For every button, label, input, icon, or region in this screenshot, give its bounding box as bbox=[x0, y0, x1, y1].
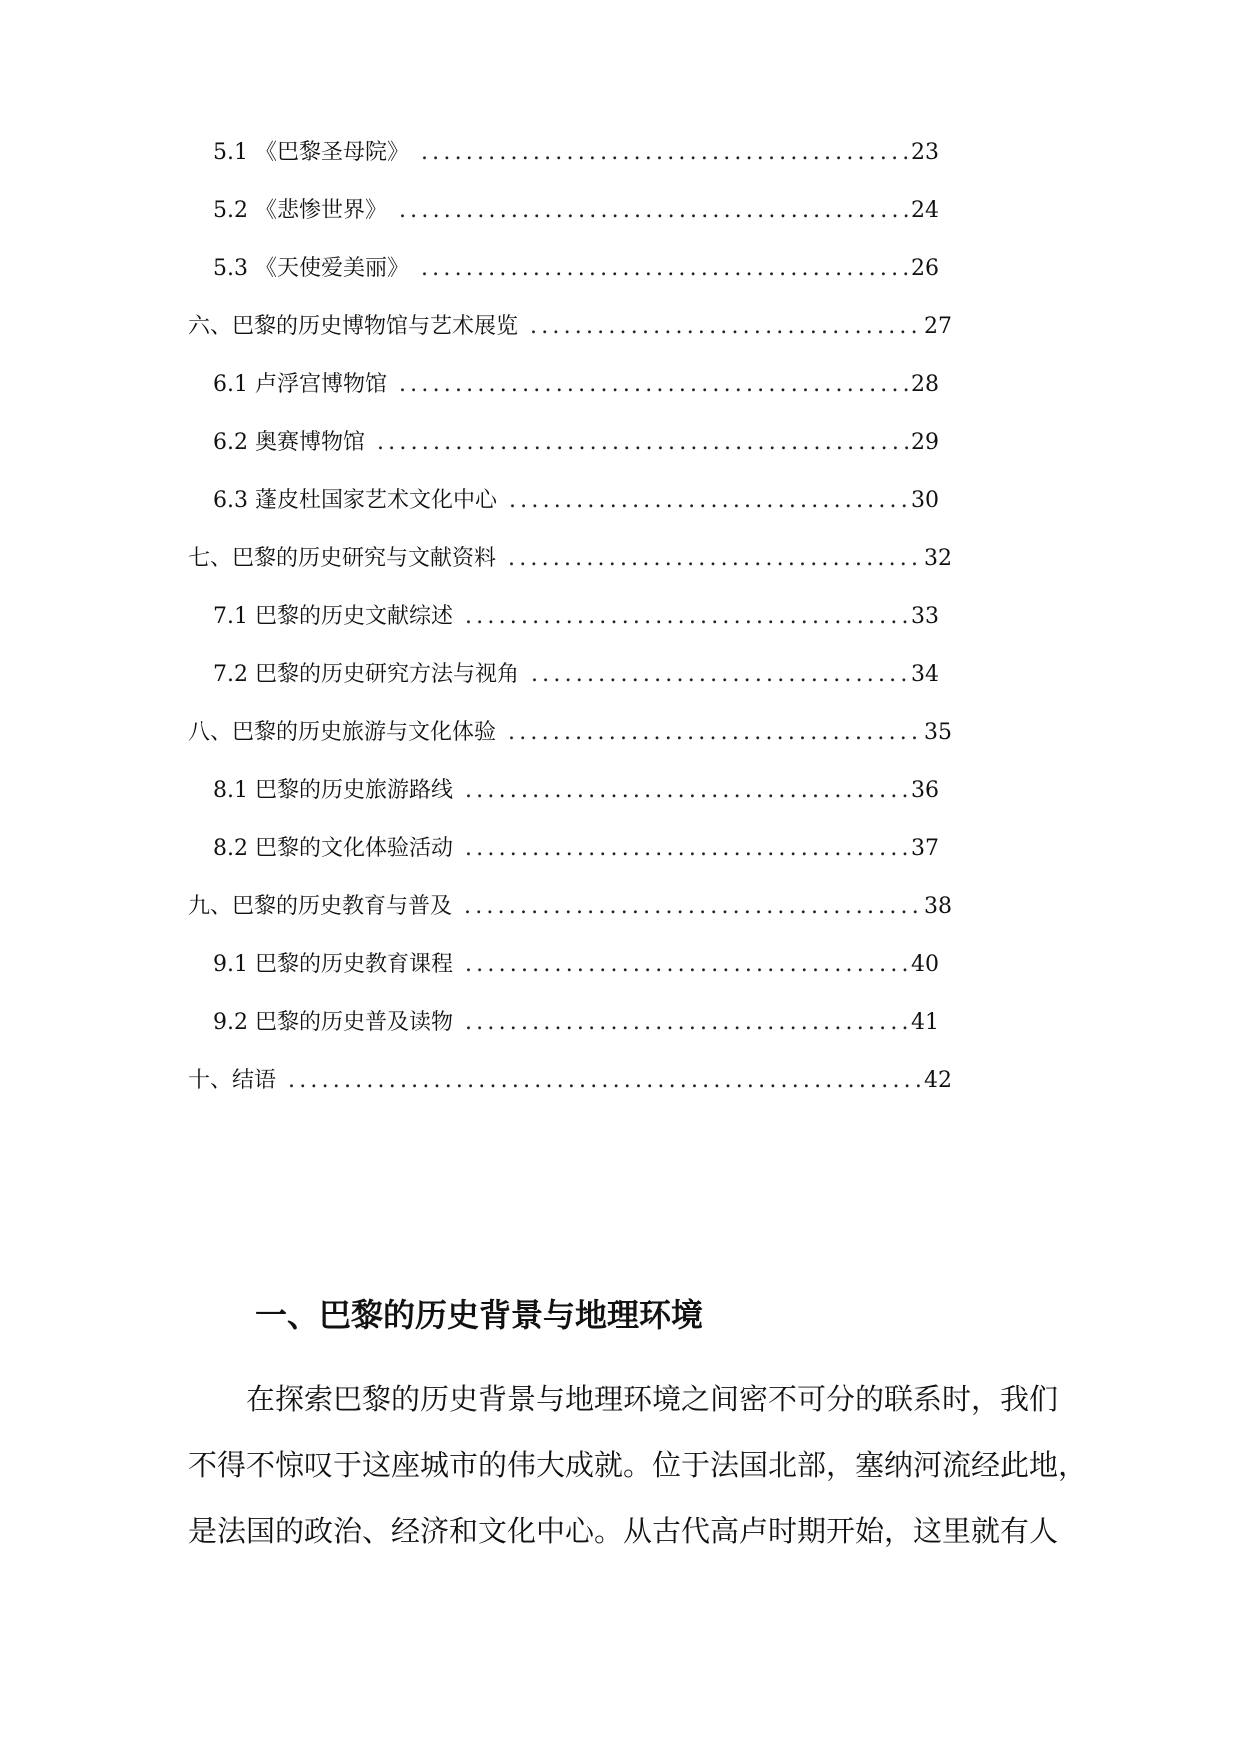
toc-entry-page: 29 bbox=[911, 430, 939, 455]
toc-entry-page: 28 bbox=[911, 372, 939, 397]
toc-entry[interactable] bbox=[188, 544, 952, 574]
toc-entry-page: 34 bbox=[911, 662, 939, 687]
paragraph-line: 是法国的政治、经济和文化中心。从古代高卢时期开始，这里就有人 bbox=[188, 1514, 1059, 1548]
toc-entry-title: 9.1 巴黎的历史教育课程 bbox=[213, 952, 453, 977]
toc-entry-page: 26 bbox=[911, 256, 939, 281]
toc-entry-page: 24 bbox=[911, 198, 939, 223]
toc-entry-title: 八、巴黎的历史旅游与文化体验 bbox=[188, 720, 497, 745]
toc-entry-title: 5.1 《巴黎圣母院》 bbox=[213, 140, 409, 165]
toc-entry[interactable] bbox=[213, 834, 939, 864]
paragraph-line: 不得不惊叹于这座城市的伟大成就。位于法国北部，塞纳河流经此地， bbox=[188, 1448, 1088, 1482]
toc-leader-dots bbox=[465, 1008, 909, 1038]
toc-leader-dots bbox=[288, 1066, 922, 1096]
toc-entry-page: 32 bbox=[924, 546, 952, 571]
toc-leader-dots bbox=[464, 892, 922, 922]
toc-leader-dots bbox=[421, 254, 909, 284]
toc-entry-page: 30 bbox=[911, 488, 939, 513]
toc-leader-dots bbox=[530, 312, 922, 342]
toc-leader-dots bbox=[377, 428, 909, 458]
toc-entry-page: 23 bbox=[911, 140, 939, 165]
toc-entry-page: 36 bbox=[911, 778, 939, 803]
toc-leader-dots bbox=[465, 834, 909, 864]
toc-entry[interactable] bbox=[188, 1066, 952, 1096]
toc-entry-title: 十、结语 bbox=[188, 1068, 277, 1093]
toc-entry-page: 41 bbox=[911, 1010, 939, 1035]
paragraph-line: 在探索巴黎的历史背景与地理环境之间密不可分的联系时，我们 bbox=[246, 1382, 1059, 1416]
section-heading: 一、巴黎的历史背景与地理环境 bbox=[255, 1296, 704, 1334]
toc-entry-page: 37 bbox=[911, 836, 939, 861]
toc-entry-page: 38 bbox=[924, 894, 952, 919]
toc-entry[interactable] bbox=[213, 950, 939, 980]
toc-entry[interactable] bbox=[213, 602, 939, 632]
toc-entry-title: 8.1 巴黎的历史旅游路线 bbox=[213, 778, 453, 803]
toc-entry[interactable] bbox=[213, 776, 939, 806]
toc-entry-title: 7.1 巴黎的历史文献综述 bbox=[213, 604, 453, 629]
toc-entry-title: 5.3 《天使爱美丽》 bbox=[213, 256, 409, 281]
toc-entry[interactable] bbox=[213, 428, 939, 458]
toc-entry[interactable] bbox=[188, 312, 952, 342]
toc-entry-title: 7.2 巴黎的历史研究方法与视角 bbox=[213, 662, 519, 687]
toc-leader-dots bbox=[465, 950, 909, 980]
toc-entry[interactable] bbox=[188, 718, 952, 748]
toc-entry[interactable] bbox=[213, 1008, 939, 1038]
toc-entry-title: 5.2 《悲惨世界》 bbox=[213, 198, 387, 223]
toc-entry-page: 33 bbox=[911, 604, 939, 629]
toc-entry-title: 九、巴黎的历史教育与普及 bbox=[188, 894, 453, 919]
toc-entry-title: 六、巴黎的历史博物馆与艺术展览 bbox=[188, 314, 519, 339]
toc-entry[interactable] bbox=[213, 486, 939, 516]
toc-leader-dots bbox=[465, 602, 909, 632]
toc-leader-dots bbox=[421, 138, 909, 168]
toc-entry[interactable] bbox=[188, 892, 952, 922]
toc-entry-title: 七、巴黎的历史研究与文献资料 bbox=[188, 546, 497, 571]
toc-leader-dots bbox=[399, 196, 909, 226]
toc-entry[interactable] bbox=[213, 660, 939, 690]
toc-entry-page: 35 bbox=[924, 720, 952, 745]
toc-entry-title: 6.2 奥赛博物馆 bbox=[213, 430, 365, 455]
toc-leader-dots bbox=[531, 660, 909, 690]
toc-leader-dots bbox=[465, 776, 909, 806]
toc-entry[interactable] bbox=[213, 196, 939, 226]
toc-leader-dots bbox=[509, 486, 909, 516]
toc-entry[interactable] bbox=[213, 370, 939, 400]
toc-entry-page: 40 bbox=[911, 952, 939, 977]
toc-entry-title: 8.2 巴黎的文化体验活动 bbox=[213, 836, 453, 861]
toc-leader-dots bbox=[508, 544, 922, 574]
toc-entry-page: 27 bbox=[924, 314, 952, 339]
toc-entry-page: 42 bbox=[924, 1068, 952, 1093]
toc-entry-title: 6.3 蓬皮杜国家艺术文化中心 bbox=[213, 488, 497, 513]
toc-entry-title: 6.1 卢浮宫博物馆 bbox=[213, 372, 387, 397]
toc-entry[interactable] bbox=[213, 138, 939, 168]
toc-leader-dots bbox=[399, 370, 909, 400]
toc-leader-dots bbox=[508, 718, 922, 748]
toc-entry[interactable] bbox=[213, 254, 939, 284]
toc-entry-title: 9.2 巴黎的历史普及读物 bbox=[213, 1010, 453, 1035]
